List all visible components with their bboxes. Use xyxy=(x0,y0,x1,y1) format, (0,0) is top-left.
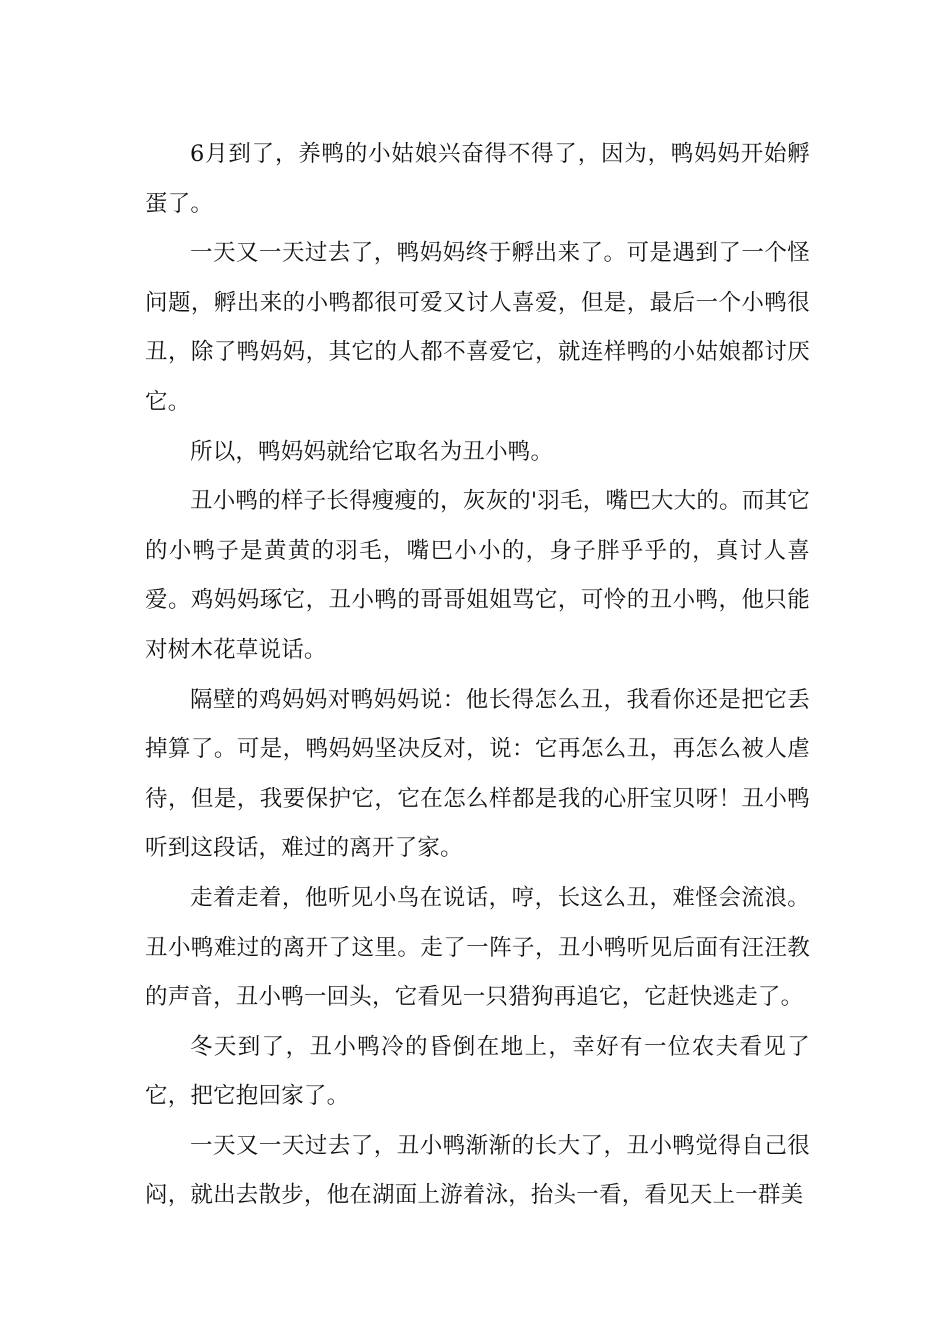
paragraph-8: 一天又一天过去了，丑小鸭渐渐的长大了，丑小鸭觉得自己很闷，就出去散步，他在湖面上游着泳，抬头一看，看见天上一群美 xyxy=(145,1132,810,1209)
paragraph-5: 隔壁的鸡妈妈对鸭妈妈说：他长得怎么丑，我看你还是把它丢掉算了。可是，鸭妈妈坚决反对，说：它再怎么丑，再怎么被人虐待，但是，我要保护它，它在怎么样都是我的心肝宝贝呀！丑小鸭听到这段话，难过的离开了家。 xyxy=(145,686,810,862)
paragraph-3: 所以，鸭妈妈就给它取名为丑小鸭。 xyxy=(190,438,554,465)
paragraph-1: 6月到了，养鸭的小姑娘兴奋得不得了，因为，鸭妈妈开始孵蛋了。 xyxy=(145,141,810,217)
paragraph-6: 走着走着，他听见小鸟在说话，哼，长这么丑，难怪会流浪。丑小鸭难过的离开了这里。走了一阵子，丑小鸭听见后面有汪汪教的声音，丑小鸭一回头，它看见一只猎狗再追它，它赶快逃走了。 xyxy=(145,884,810,1011)
story-body xyxy=(145,130,810,1221)
paragraph-7: 冬天到了，丑小鸭冷的昏倒在地上，幸好有一位农夫看见了它，把它抱回家了。 xyxy=(145,1033,810,1110)
paragraph-2: 一天又一天过去了，鸭妈妈终于孵出来了。可是遇到了一个怪问题，孵出来的小鸭都很可爱又讨人喜爱，但是，最后一个小鸭很丑，除了鸭妈妈，其它的人都不喜爱它，就连样鸭的小姑娘都讨厌它。 xyxy=(145,240,810,415)
paragraph-4: 丑小鸭的样子长得瘦瘦的，灰灰的'羽毛，嘴巴大大的。而其它的小鸭子是黄黄的羽毛，嘴巴小小的，身子胖乎乎的，真讨人喜爱。鸡妈妈琢它，丑小鸭的哥哥姐姐骂它，可怜的丑小鸭，他只能对树木花草说话。 xyxy=(145,488,810,663)
